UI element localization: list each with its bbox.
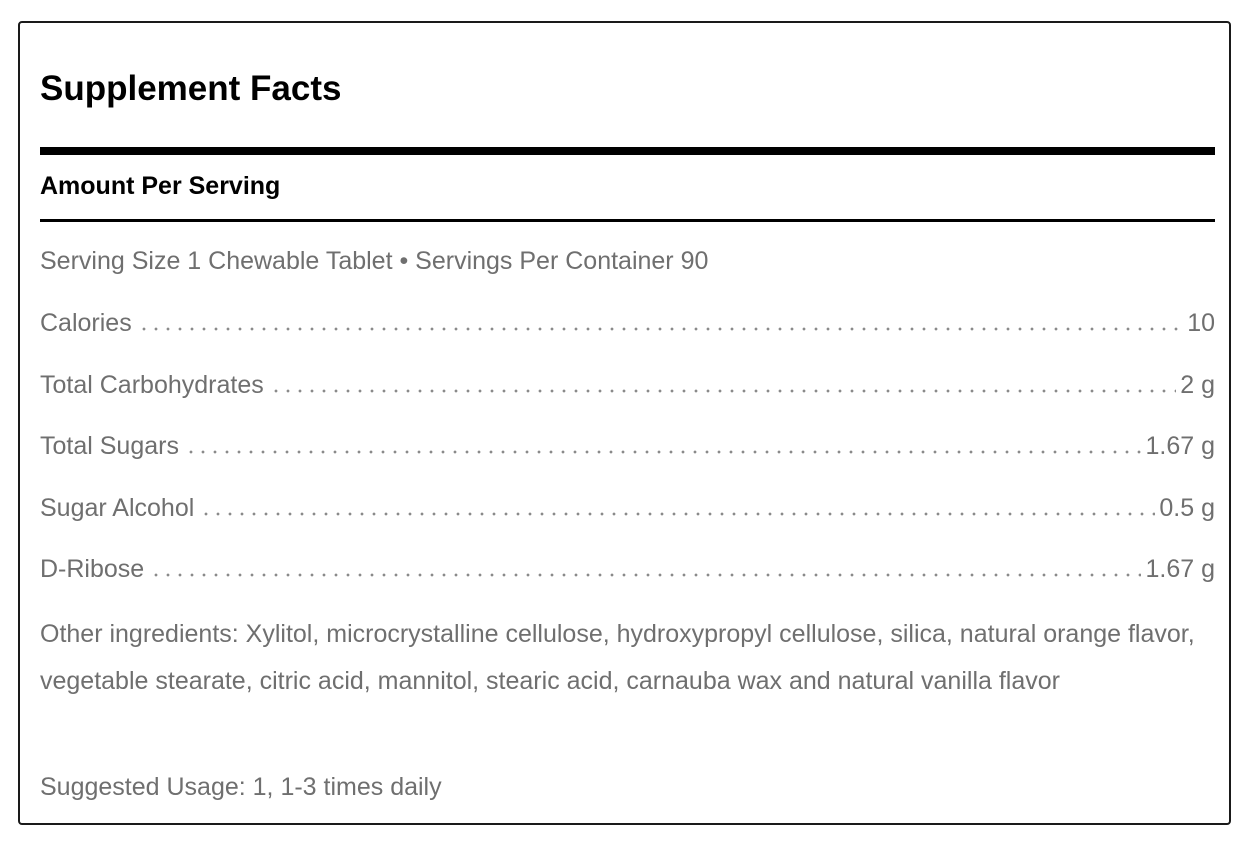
nutrient-row-calories: [40, 305, 1215, 341]
thin-divider: [40, 219, 1215, 222]
nutrient-label: Sugar Alcohol: [40, 494, 195, 522]
other-ingredients: Other ingredients: Xylitol, microcrystalline cellulose, hydroxypropyl cellulose, silica, natural orange flavor, vegetable stearate, citric acid, mannitol, stearic acid, carnauba wax and natural vanilla flavor: [40, 620, 1195, 695]
nutrient-value: 2 g: [1180, 371, 1215, 399]
dot-leader: [148, 572, 1141, 578]
suggested-usage: Suggested Usage: 1, 1-3 times daily: [40, 773, 442, 801]
nutrient-label: Total Sugars: [40, 432, 179, 460]
dot-leader: [136, 326, 1183, 332]
dot-leader: [198, 511, 1155, 517]
supplement-facts-panel: [18, 21, 1231, 825]
dot-leader: [183, 449, 1142, 455]
nutrient-value: 1.67 g: [1145, 555, 1215, 583]
nutrient-label: D-Ribose: [40, 555, 145, 583]
panel-title: Supplement Facts: [40, 69, 342, 108]
nutrient-row-total-sugars: [40, 428, 1215, 464]
amount-per-serving-heading: Amount Per Serving: [40, 172, 281, 200]
nutrient-row-sugar-alcohol: [40, 490, 1215, 526]
nutrient-row-d-ribose: [40, 551, 1215, 587]
nutrient-label: Calories: [40, 309, 132, 337]
nutrient-value: 10: [1187, 309, 1215, 337]
serving-info: Serving Size 1 Chewable Tablet • Servings Per Container 90: [40, 247, 709, 275]
thick-divider: [40, 147, 1215, 155]
nutrient-value: 0.5 g: [1159, 494, 1215, 522]
nutrient-value: 1.67 g: [1145, 432, 1215, 460]
nutrient-row-total-carbohydrates: [40, 367, 1215, 403]
dot-leader: [268, 388, 1177, 394]
nutrient-label: Total Carbohydrates: [40, 371, 264, 399]
